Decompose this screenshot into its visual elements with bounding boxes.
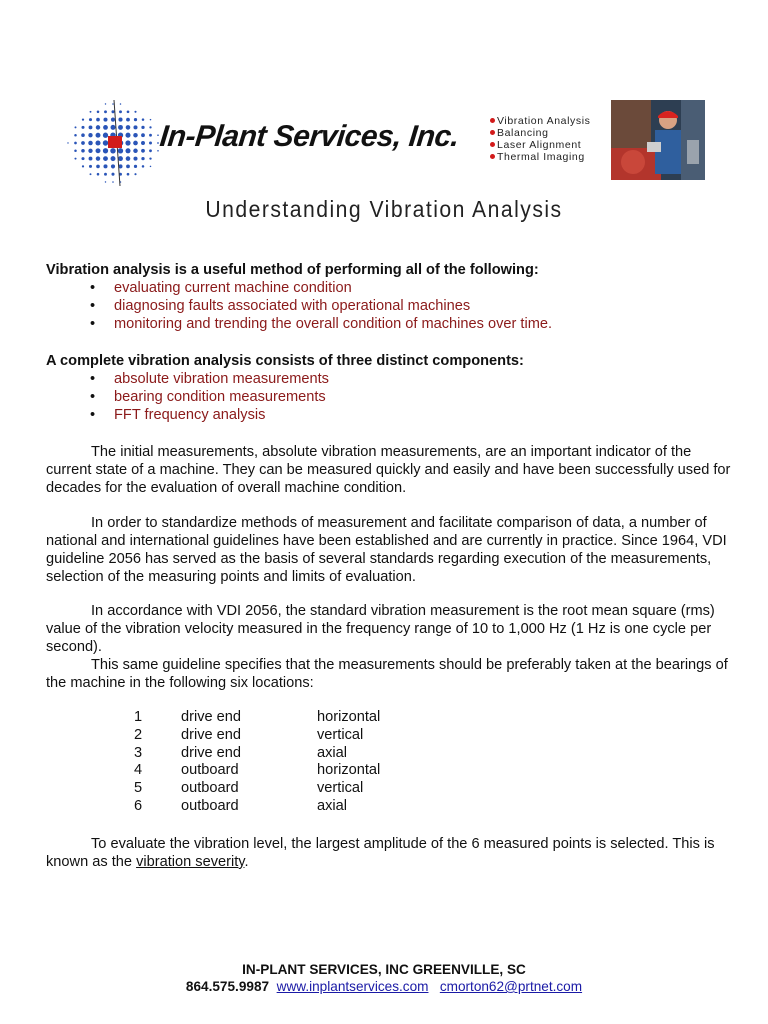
service-label: Laser Alignment xyxy=(497,139,582,151)
locations-table xyxy=(134,709,380,816)
paragraph-initial-measurements xyxy=(46,443,736,497)
paragraph-text: In order to standardize methods of measurement and facilitate comparison of data, a number of national and international guidelines have been established and are currently in practice. Since 1964, VDI guideline 2056 has served as the basis of several standards regarding execution of the measurements, selection of the measuring points and limits of evaluation. xyxy=(46,515,727,585)
bullet-dot-icon xyxy=(490,154,495,159)
location-number: 3 xyxy=(134,744,143,761)
document-title: Understanding Vibration Analysis xyxy=(205,196,563,222)
list-item xyxy=(90,370,329,388)
location-number: 6 xyxy=(134,797,143,814)
table-row xyxy=(134,727,380,745)
paragraph-text: In accordance with VDI 2056, the standard vibration measurement is the root mean square (rms) value of the vibration velocity measured in the frequency range of 10 to 1,000 Hz (1 Hz is one cycle per second). xyxy=(46,603,715,655)
service-label: Vibration Analysis xyxy=(497,115,591,127)
list-item-text: FFT frequency analysis xyxy=(114,407,266,423)
location-number: 4 xyxy=(134,762,143,779)
paragraph-text xyxy=(46,835,736,871)
paragraph-severity xyxy=(46,835,736,871)
vibration-severity-term: vibration severity xyxy=(136,854,245,870)
paragraph-text: This same guideline specifies that the measurements should be preferably taken at the bearings of the machine in the following six locations: xyxy=(46,657,728,691)
location-position: drive end xyxy=(181,726,242,743)
location-number: 5 xyxy=(134,780,143,797)
table-row xyxy=(134,780,380,798)
website-link[interactable]: www.inplantservices.com xyxy=(276,979,429,994)
paragraph-standardize xyxy=(46,514,736,586)
bullet-icon: • xyxy=(90,407,96,423)
technician-photo xyxy=(611,100,705,180)
list-item-text: evaluating current machine condition xyxy=(114,280,352,296)
list-item-text: diagnosing faults associated with operational machines xyxy=(114,298,471,314)
location-number: 1 xyxy=(134,709,143,725)
paragraph-text-end: . xyxy=(244,854,249,870)
location-direction: vertical xyxy=(317,726,364,743)
bullet-icon: • xyxy=(90,316,96,332)
email-link[interactable]: cmorton62@prtnet.com xyxy=(439,979,583,994)
location-position: drive end xyxy=(181,744,242,761)
bullet-dot-icon xyxy=(490,130,495,135)
list-item-text: absolute vibration measurements xyxy=(114,371,329,387)
list-item-text: bearing condition measurements xyxy=(114,389,326,405)
list-item xyxy=(90,315,552,333)
table-row xyxy=(134,709,380,727)
section2-list xyxy=(90,370,329,424)
location-position: drive end xyxy=(181,709,242,725)
location-direction: axial xyxy=(317,797,348,814)
list-item-text: monitoring and trending the overall condition of machines over time. xyxy=(114,316,553,332)
paragraph-text: The initial measurements, absolute vibration measurements, are an important indicator of the current state of a machine. They can be measured quickly and easily and have been successfully used for decades for the evaluation of overall machine condition. xyxy=(46,444,731,496)
bullet-dot-icon xyxy=(490,118,495,123)
footer-contact xyxy=(0,979,768,994)
bullet-icon: • xyxy=(90,280,96,296)
company-name: In-Plant Services, Inc. xyxy=(158,120,461,153)
bullet-icon: • xyxy=(90,389,96,405)
location-position: outboard xyxy=(181,780,239,797)
service-label: Balancing xyxy=(497,127,549,139)
bullet-dot-icon xyxy=(490,142,495,147)
location-direction: horizontal xyxy=(317,762,381,779)
service-label: Thermal Imaging xyxy=(497,151,585,163)
location-direction: horizontal xyxy=(317,709,381,725)
service-item xyxy=(490,139,591,151)
table-row xyxy=(134,798,380,816)
service-item xyxy=(490,151,591,163)
footer-company: IN-PLANT SERVICES, INC GREENVILLE, SC xyxy=(242,962,526,977)
location-position: outboard xyxy=(181,762,239,779)
service-item xyxy=(490,115,591,127)
company-logo-icon xyxy=(62,98,162,188)
list-item xyxy=(90,297,552,315)
section1-list xyxy=(90,279,552,333)
location-direction: vertical xyxy=(317,780,364,797)
bullet-icon: • xyxy=(90,298,96,314)
paragraph-vdi xyxy=(46,602,736,692)
location-number: 2 xyxy=(134,726,143,743)
list-item xyxy=(90,388,329,406)
services-list xyxy=(490,115,591,163)
location-direction: axial xyxy=(317,744,348,761)
section1-lead: Vibration analysis is a useful method of performing all of the following: xyxy=(46,262,539,278)
list-item xyxy=(90,279,552,297)
bullet-icon: • xyxy=(90,371,96,387)
section2-lead: A complete vibration analysis consists of three distinct components: xyxy=(46,353,524,369)
table-row xyxy=(134,745,380,763)
footer-phone: 864.575.9987 xyxy=(185,979,270,994)
paragraph-text-start: To evaluate the vibration level, the largest amplitude of the 6 measured points is selected. This is known as the xyxy=(46,836,715,870)
list-item xyxy=(90,406,329,424)
location-position: outboard xyxy=(181,797,239,814)
table-row xyxy=(134,762,380,780)
service-item xyxy=(490,127,591,139)
